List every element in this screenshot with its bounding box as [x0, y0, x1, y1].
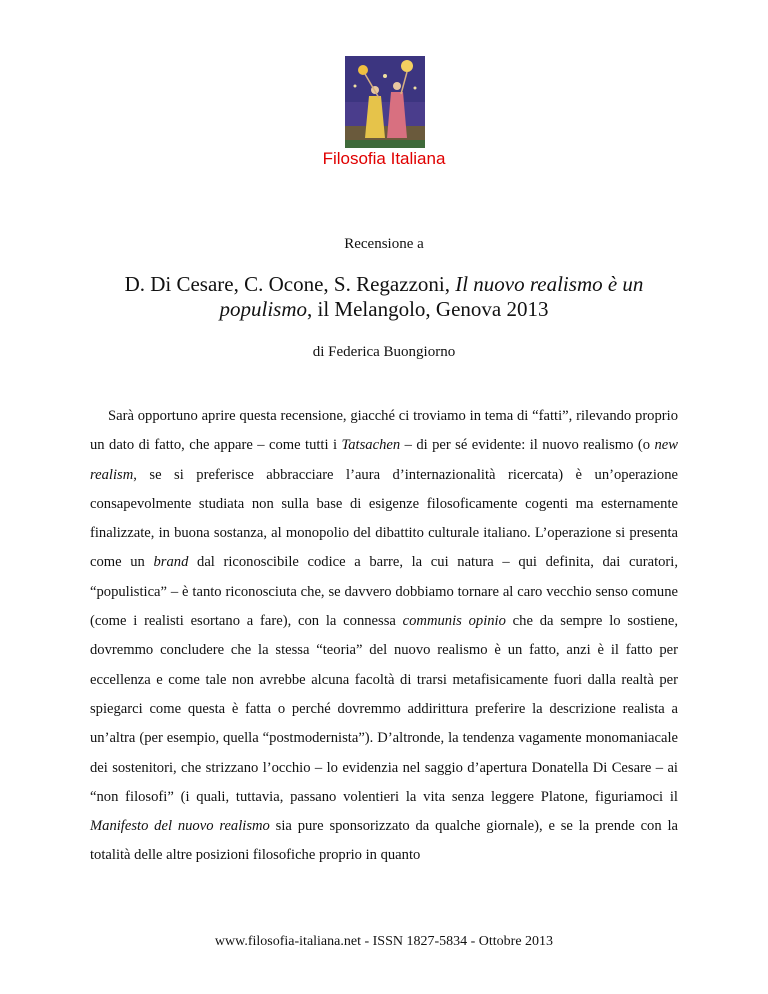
body-text-segment: che da sempre lo sostiene, dovremmo concludere che la stessa “teoria” del nuovo realismo è un fatto, anzi è il fatto per eccellenza e come tale non avrebbe alcuna facoltà di trarsi metafisicamente fuori dalla realtà per spiegarci come questa è fatta o perché dovremmo addirittura preferire la descrizione realista a un’altra (per esempio, quella “postmodernista”). D’altronde, la tendenza vagamente monomaniacale dei sostenitori, che strizzano l’occhio – lo evidenzia nel saggio d’apertura Donatella Di Cesare – ai “non filosofi” (i quali, tuttavia, passano volentieri la vita senza leggere Platone, figuriamoci il — [90, 613, 678, 805]
body-italic-term: Tatsachen — [341, 437, 401, 454]
body-text-segment: sia pure sponsorizzato da qualche giornale), e se la prende con la totalità delle altre posizioni filosofiche proprio in quanto — [90, 818, 679, 864]
body-italic-term: communis opinio — [402, 613, 506, 630]
body-text-segment: Sarà opportuno aprire questa recensione, giacché ci troviamo in tema di “fatti”, rilevando proprio un dato di fatto, che appare – come tutti i — [90, 408, 678, 454]
body-italic-term: Manifesto del nuovo realismo — [90, 818, 270, 835]
review-byline: di Federica Buongiorno — [312, 344, 456, 360]
review-label: Recensione a — [344, 236, 424, 252]
journal-name: Filosofia Italiana — [322, 149, 446, 168]
page-footer: www.filosofia-italiana.net - ISSN 1827-5834 - Ottobre 2013 — [214, 934, 554, 949]
book-publisher: , il Melangolo, Genova 2013 — [307, 297, 549, 321]
book-title: Il nuovo realismo è un populismo — [219, 272, 644, 321]
review-body-paragraph — [90, 402, 678, 871]
book-authors: D. Di Cesare, C. Ocone, S. Regazzoni, — [124, 272, 450, 296]
journal-logo — [345, 56, 425, 148]
book-reference — [90, 272, 678, 322]
body-text-segment: , se si preferisce abbracciare l’aura d’internazionalità ricercata) è un’operazione consapevolmente studiata non sulla base di esigenze filosoficamente cogenti ma esternamente finalizzate, in buona sostanza, al monopolio del dibattito culturale italiano. L’operazione si presenta come un — [90, 466, 678, 571]
body-text-segment: dal riconoscibile codice a barre, la cui natura – qui definita, dai curatori, “populistica” – è tanto riconosciuta che, se davvero dobbiamo tornare al caro vecchio senso comune (come i realisti esortano a fare), con la connessa — [90, 554, 678, 630]
body-italic-term: brand — [153, 554, 189, 571]
body-text-segment: – di per sé evidente: il nuovo realismo (o — [400, 437, 655, 454]
body-italic-term: new realism — [90, 437, 678, 483]
two-figures-painting-icon — [345, 56, 425, 148]
